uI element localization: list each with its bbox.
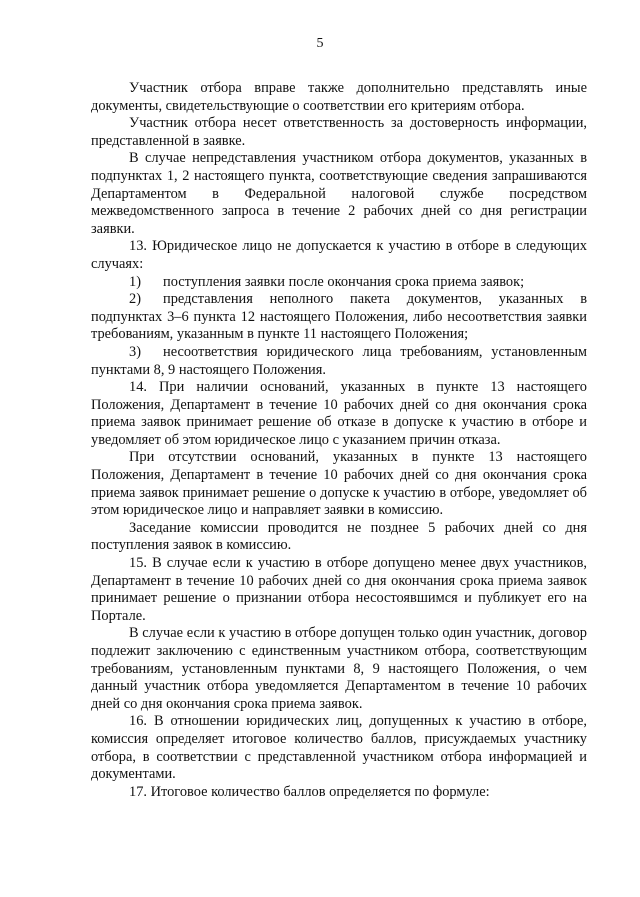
list-item-1 (91, 274, 587, 292)
paragraph-16: 16. В отношении юридических лиц, допущенных к участию в отборе, комиссия определяет итоговое количество баллов, присуждаемых участнику отбора, в соответствии с представленной участником отбора информацией и документами. (91, 713, 587, 783)
paragraph-additional-documents: Участник отбора вправе также дополнительно представлять иные документы, свидетельствующие о соответствии его критериям отбора. (91, 80, 587, 114)
list-number: 3) (129, 343, 141, 360)
list-number: 2) (129, 291, 141, 308)
paragraph-15: 15. В случае если к участию в отборе допущено менее двух участников, Департамент в течение 10 рабочих дней со дня окончания срока приема заявок принимает решение о признании отбора несостоявшимся и публикует его на Портале. (91, 555, 587, 624)
list-text: поступления заявки после окончания срока приема заявок; (163, 273, 525, 290)
paragraph-14: 14. При наличии оснований, указанных в пункте 13 настоящего Положения, Департамент в течение 10 рабочих дней со дня окончания срока приема заявок принимает решение об отказе в допуске к участию в отборе и уведомляет об этом юридическое лицо с указанием причин отказа. (91, 379, 587, 448)
paragraph-14-admission: При отсутствии оснований, указанных в пункте 13 настоящего Положения, Департамент в течение 10 рабочих дней со дня окончания срока приема заявок принимает решение о допуске к участию в отборе, уведомляет об этом юридическое лицо и направляет заявки в комиссию. (91, 449, 587, 519)
paragraph-commission-meeting: Заседание комиссии проводится не позднее 5 рабочих дней со дня поступления заявок в комиссию. (91, 519, 587, 554)
paragraph-17: 17. Итоговое количество баллов определяется по формуле: (129, 783, 490, 800)
list-item-3 (91, 344, 587, 379)
list-text: несоответствия юридического лица требованиям, установленным пунктами 8, 9 настоящего Положения. (91, 343, 587, 378)
paragraph-responsibility: Участник отбора несет ответственность за достоверность информации, представленной в заявке. (91, 115, 587, 149)
list-number: 1) (129, 273, 141, 290)
document-body (91, 80, 587, 801)
page-number: 5 (316, 36, 324, 51)
list-item-2 (91, 291, 587, 344)
paragraph-interagency-request: В случае непредставления участником отбора документов, указанных в подпунктах 1, 2 настоящего пункта, соответствующие сведения запрашиваются Департаментом в Федеральной налоговой службе посредством межведомственного запроса в течение 2 рабочих дней со дня регистрации заявки. (91, 150, 587, 237)
paragraph-15-single-participant: В случае если к участию в отборе допущен только один участник, договор подлежит заключению с единственным участником отбора, соответствующим требованиям, установленным пунктами 8, 9 настоящего Положения, о чем данный участник отбора уведомляется Департаментом в течение 10 рабочих дней со дня окончания срока приема заявок. (91, 625, 587, 712)
list-text: представления неполного пакета документов, указанных в подпунктах 3–6 пункта 12 настоящего Положения, либо несоответствия заявки требованиям, указанным в пункте 11 настоящего Положения; (91, 291, 587, 343)
paragraph-13-heading: 13. Юридическое лицо не допускается к участию в отборе в следующих случаях: (91, 238, 587, 272)
